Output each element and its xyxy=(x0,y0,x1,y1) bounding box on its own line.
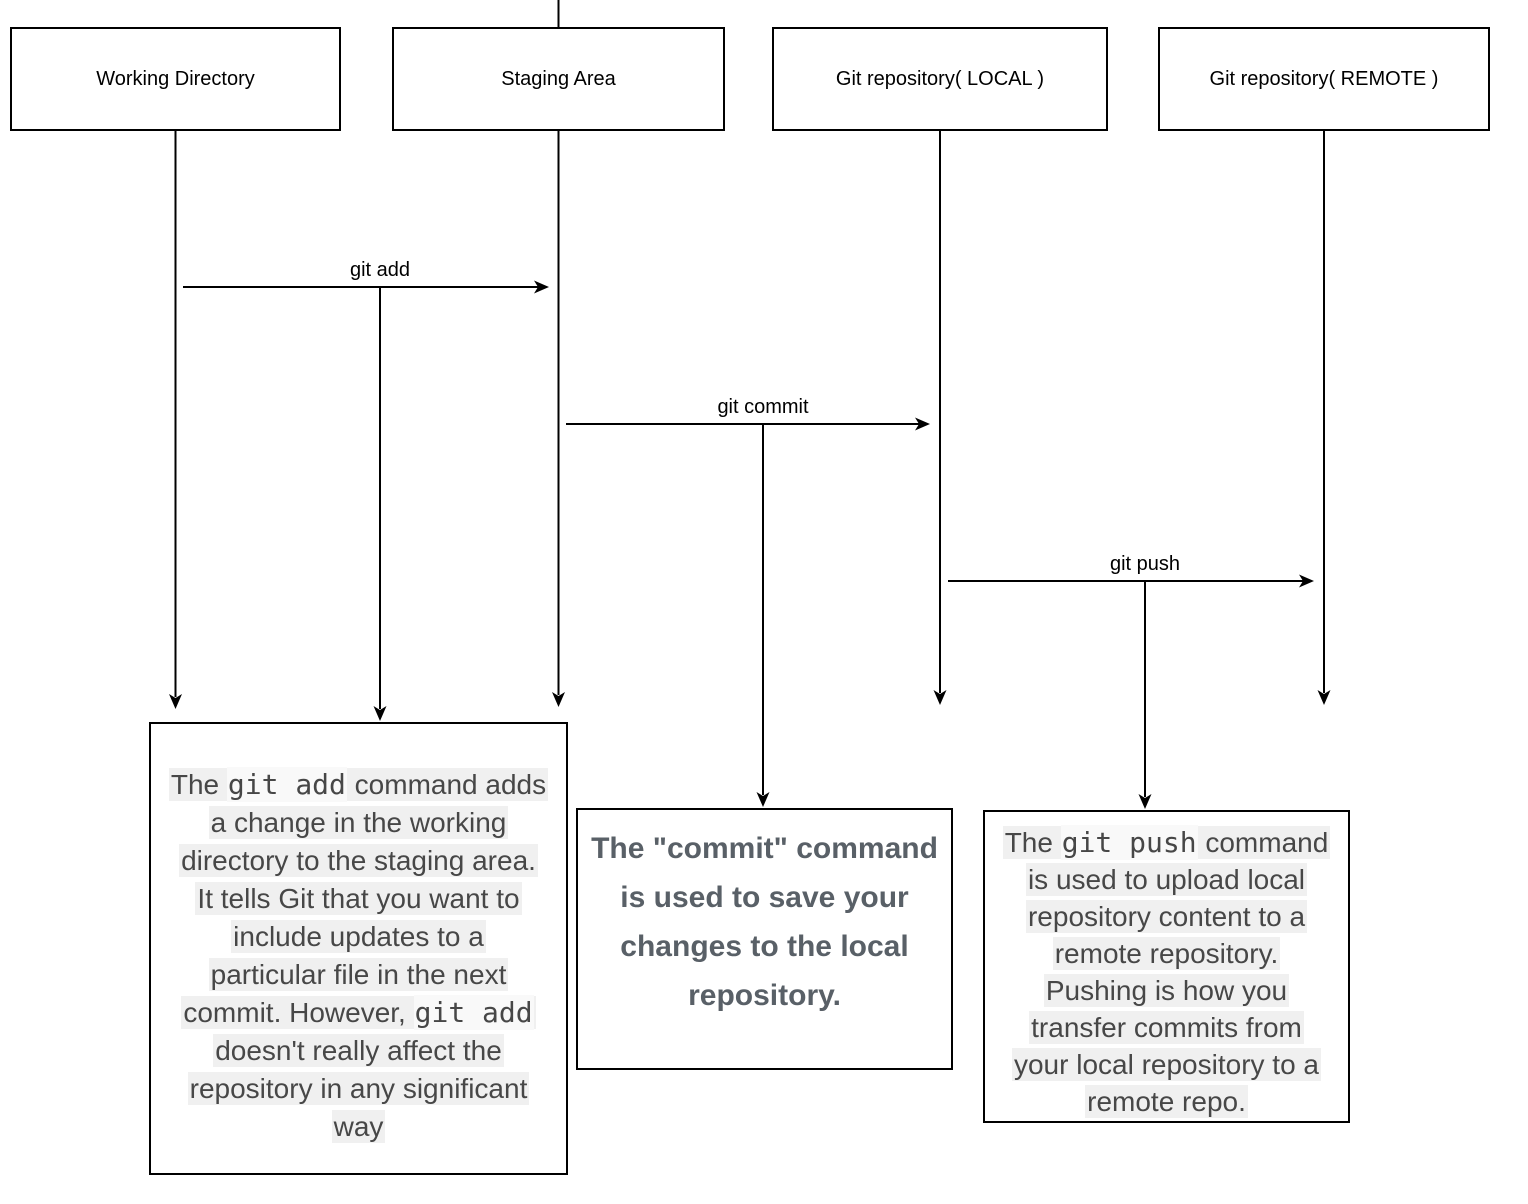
actor-working-directory xyxy=(10,27,341,131)
actor-git-repository-remote-label: Git repository( REMOTE ) xyxy=(1209,67,1439,90)
note-line: remote repo. xyxy=(1087,1086,1246,1117)
note-line: The git add command adds xyxy=(170,768,547,801)
note-line: commit. However, git add xyxy=(151,994,566,1032)
actor-staging-area xyxy=(392,27,725,131)
note-git-add xyxy=(149,722,568,1175)
actor-git-repository-remote xyxy=(1158,27,1490,131)
actor-git-repository-local xyxy=(772,27,1108,131)
note-line: It tells Git that you want to xyxy=(197,883,520,914)
actor-working-directory-label: Working Directory xyxy=(96,67,255,90)
note-line: include updates to a xyxy=(233,921,484,952)
note-line: a change in the working xyxy=(210,807,507,838)
note-line: your local repository to a xyxy=(1013,1049,1320,1080)
note-git-push xyxy=(983,810,1350,1123)
note-line: transfer commits from xyxy=(1031,1012,1302,1043)
message-label-git-add: git add xyxy=(349,259,411,281)
note-line: doesn't really affect the xyxy=(215,1035,502,1066)
note-line: repository. xyxy=(688,979,841,1012)
note-line: The "commit" command xyxy=(591,832,938,865)
actor-staging-area-label: Staging Area xyxy=(501,67,616,90)
note-line: is used to upload local xyxy=(1027,864,1306,895)
message-label-git-push: git push xyxy=(1109,553,1181,575)
note-line: way xyxy=(333,1111,384,1142)
note-line: repository content to a xyxy=(1027,901,1306,932)
note-line: is used to save your xyxy=(620,881,909,914)
actor-git-repository-local-label: Git repository( LOCAL ) xyxy=(835,67,1045,90)
note-line: Pushing is how you xyxy=(1045,975,1288,1006)
note-line: repository in any significant xyxy=(189,1073,528,1104)
note-line: The git push command xyxy=(1004,826,1329,859)
note-line: directory to the staging area. xyxy=(181,845,536,876)
note-line: particular file in the next xyxy=(210,959,507,990)
note-line: changes to the local xyxy=(620,930,909,963)
message-label-git-commit: git commit xyxy=(717,396,809,418)
note-line: remote repository. xyxy=(1054,938,1279,969)
note-git-commit xyxy=(576,808,953,1070)
